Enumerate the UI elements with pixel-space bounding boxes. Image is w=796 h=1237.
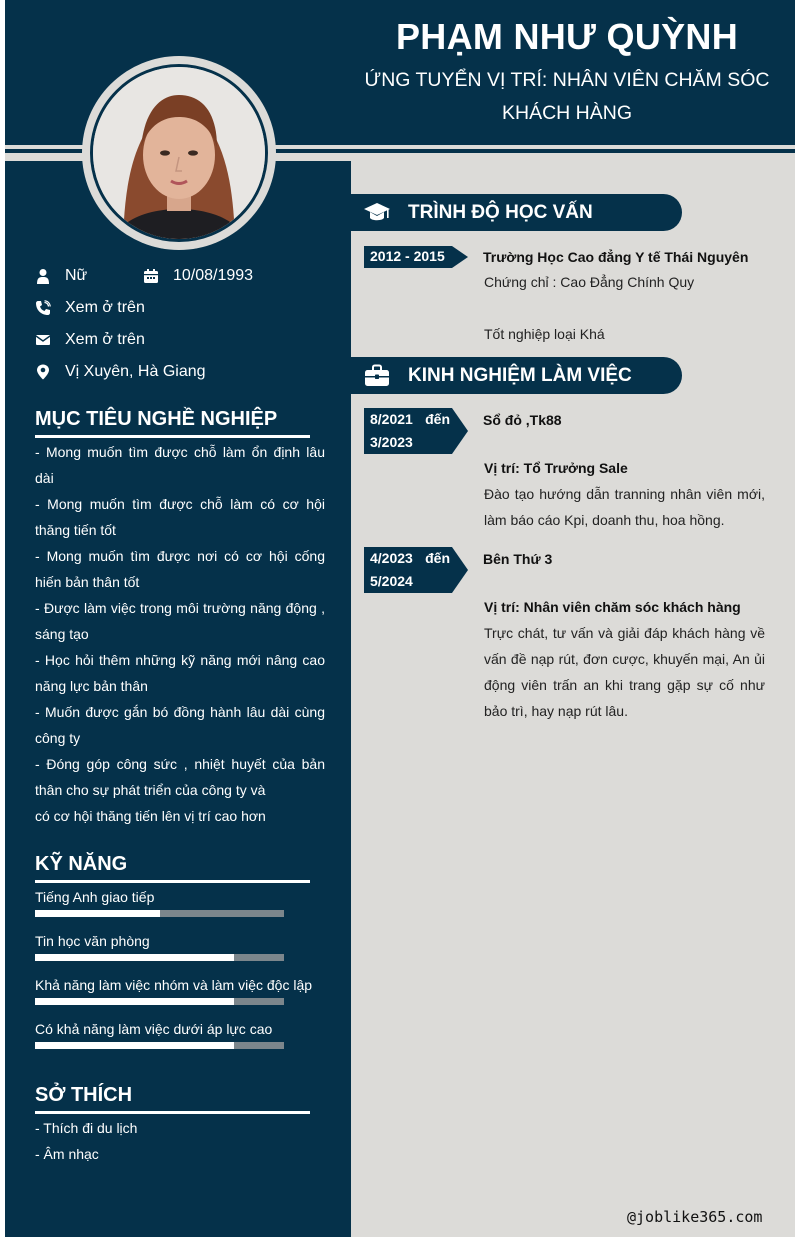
objective-line: - Học hỏi thêm những kỹ năng mới nâng cao năng lực bản thân bbox=[35, 652, 325, 694]
address-row bbox=[35, 363, 206, 381]
graduation-cap-icon bbox=[364, 200, 390, 226]
user-icon bbox=[35, 268, 51, 284]
job-description: Trực chát, tư vấn và giải đáp khách hàng về vấn đề nạp rút, đơn cược, khuyến mại, An ủi động viên trấn an khi trang gặp sự cố như bảo trì, hay nạp rút lâu. bbox=[484, 625, 765, 719]
address-value: Vị Xuyên, Hà Giang bbox=[65, 363, 206, 380]
objective-line: - Mong muốn tìm được chỗ làm ổn định lâu dài bbox=[35, 444, 325, 486]
skill-bar bbox=[35, 1042, 284, 1049]
position-line-1: ỨNG TUYỂN VỊ TRÍ: NHÂN VIÊN CHĂM SÓC bbox=[364, 69, 770, 91]
photo-frame bbox=[82, 56, 276, 250]
objective-line: - Mong muốn tìm được nơi có cơ hội cống hiến bản thân tốt bbox=[35, 548, 325, 590]
hobby-item: - Thích đi du lịch bbox=[35, 1120, 138, 1136]
education-title: TRÌNH ĐỘ HỌC VẤN bbox=[408, 201, 593, 223]
job-role: Vị trí: Tổ Trưởng Sale bbox=[484, 460, 628, 476]
job-period-end: 3/2023 bbox=[370, 434, 413, 450]
objective-line: - Muốn được gắn bó đồng hành lâu dài cùng công ty bbox=[35, 704, 325, 746]
objective-rule bbox=[35, 435, 310, 438]
education-certificate: Chứng chỉ : Cao Đẳng Chính Quy bbox=[484, 274, 695, 290]
job-period-start: 4/2023 đến bbox=[370, 550, 450, 566]
profile-photo bbox=[90, 64, 268, 242]
education-grade: Tốt nghiệp loại Khá bbox=[484, 326, 605, 342]
job-company: Bên Thứ 3 bbox=[483, 551, 553, 567]
objective-line: có cơ hội thăng tiến lên vị trí cao hơn bbox=[35, 808, 266, 824]
skill-bar-fill bbox=[35, 910, 160, 917]
hobbies-title: SỞ THÍCH bbox=[35, 1084, 133, 1106]
education-header bbox=[351, 194, 682, 231]
objective-text bbox=[35, 439, 325, 829]
hobby-item: - Âm nhạc bbox=[35, 1146, 99, 1162]
skill-bar-fill bbox=[35, 954, 234, 961]
skill-name: Khả năng làm việc nhóm và làm việc độc lập bbox=[35, 977, 313, 993]
skill-bar bbox=[35, 998, 284, 1005]
job-description: Đào tạo hướng dẫn tranning nhân viên mới, làm báo cáo Kpi, doanh thu, hoa hồng. bbox=[484, 486, 765, 528]
skill-bar bbox=[35, 910, 284, 917]
objective-title: MỤC TIÊU NGHỀ NGHIỆP bbox=[35, 408, 278, 430]
briefcase-icon bbox=[364, 363, 390, 389]
footer-watermark: @joblike365.com bbox=[627, 1208, 763, 1226]
gender-value: Nữ bbox=[65, 267, 88, 284]
job-period-start: 8/2021 đến bbox=[370, 411, 450, 427]
job-role: Vị trí: Nhân viên chăm sóc khách hàng bbox=[484, 599, 741, 615]
birthday-row bbox=[143, 267, 253, 285]
cv-page bbox=[5, 0, 795, 1237]
position-line-2: KHÁCH HÀNG bbox=[501, 102, 633, 124]
phone-icon bbox=[35, 300, 51, 316]
job-company: Sổ đỏ ,Tk88 bbox=[483, 412, 562, 428]
envelope-icon bbox=[35, 332, 51, 348]
objective-line: - Được làm việc trong môi trường năng động , sáng tạo bbox=[35, 600, 325, 642]
hobbies-rule bbox=[35, 1111, 310, 1114]
phone-row bbox=[35, 299, 145, 317]
skills-title: KỸ NĂNG bbox=[35, 853, 128, 875]
calendar-icon bbox=[143, 268, 159, 284]
experience-header bbox=[351, 357, 682, 394]
objective-line: - Đóng góp công sức , nhiệt huyết của bản thân cho sự phát triển của công ty và bbox=[35, 756, 325, 798]
job-period-tag bbox=[364, 547, 468, 593]
skill-name: Có khả năng làm việc dưới áp lực cao bbox=[35, 1021, 273, 1037]
skill-name: Tin học văn phòng bbox=[35, 933, 150, 949]
experience-title: KINH NGHIỆM LÀM VIỆC bbox=[408, 364, 632, 386]
skill-bar bbox=[35, 954, 284, 961]
birthday-value: 10/08/1993 bbox=[173, 267, 254, 284]
job-period-tag bbox=[364, 408, 468, 454]
skill-bar-fill bbox=[35, 1042, 234, 1049]
skill-bar-fill bbox=[35, 998, 234, 1005]
objective-line: - Mong muốn tìm được chỗ làm có cơ hội thăng tiến tốt bbox=[35, 496, 325, 538]
education-school: Trường Học Cao đẳng Y tế Thái Nguyên bbox=[483, 249, 749, 265]
candidate-name: PHẠM NHƯ QUỲNH bbox=[395, 16, 739, 57]
skill-name: Tiếng Anh giao tiếp bbox=[35, 889, 155, 905]
job-period-end: 5/2024 bbox=[370, 573, 413, 589]
phone-value: Xem ở trên bbox=[65, 299, 145, 316]
applied-position bbox=[361, 64, 773, 130]
education-period: 2012 - 2015 bbox=[370, 248, 445, 264]
skills-rule bbox=[35, 880, 310, 883]
email-value: Xem ở trên bbox=[65, 331, 145, 348]
email-row bbox=[35, 331, 145, 349]
location-pin-icon bbox=[35, 364, 51, 380]
gender-row bbox=[35, 267, 87, 285]
